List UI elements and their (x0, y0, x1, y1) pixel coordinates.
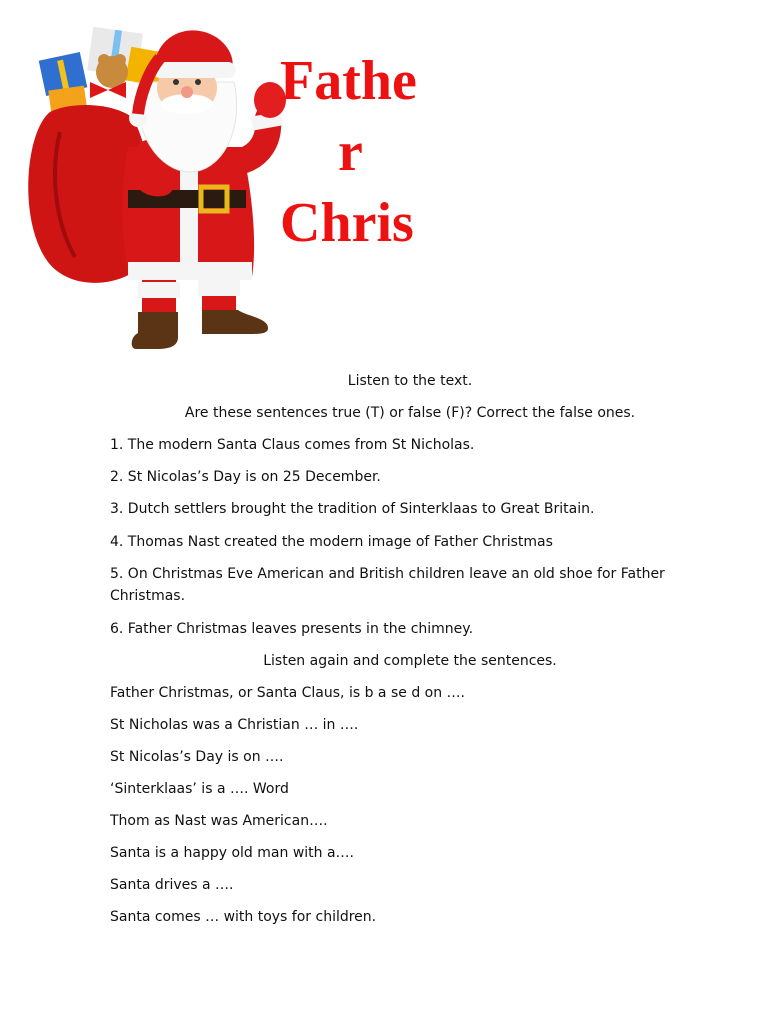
complete-item: Santa comes … with toys for children. (110, 909, 377, 925)
true-false-item: 6. Father Christmas leaves presents in the chimney. (110, 621, 474, 637)
complete-item: Thom as Nast was American…. (110, 813, 328, 829)
santa-claus-illustration (20, 22, 295, 352)
true-false-item: 3. Dutch settlers brought the tradition of Sinterklaas to Great Britain. (110, 501, 595, 517)
title-line-3: Chris (280, 192, 414, 254)
page-title (280, 46, 455, 259)
true-false-item: 4. Thomas Nast created the modern image of Father Christmas (110, 534, 553, 550)
title-line-2: r (338, 121, 363, 183)
true-false-item: 1. The modern Santa Claus comes from St Nicholas. (110, 437, 475, 453)
complete-item: St Nicholas was a Christian … in …. (110, 717, 359, 733)
title-line-1: Fathe (280, 50, 417, 112)
true-false-item: 5. On Christmas Eve American and British children leave an old shoe for Father Christmas. (110, 566, 665, 604)
complete-item: Santa drives a …. (110, 877, 234, 893)
complete-item: Santa is a happy old man with a…. (110, 845, 354, 861)
true-false-item: 2. St Nicolas’s Day is on 25 December. (110, 469, 381, 485)
complete-item: St Nicolas’s Day is on …. (110, 749, 284, 765)
listen-instruction: Listen to the text. (347, 373, 473, 389)
complete-item: Father Christmas, or Santa Claus, is b a se d on …. (110, 685, 465, 701)
santa-figure (122, 30, 286, 349)
complete-instruction: Listen again and complete the sentences. (263, 653, 557, 669)
true-false-instruction: Are these sentences true (T) or false (F)? Correct the false ones. (184, 405, 636, 421)
complete-item: ‘Sinterklaas’ is a …. Word (110, 781, 289, 797)
